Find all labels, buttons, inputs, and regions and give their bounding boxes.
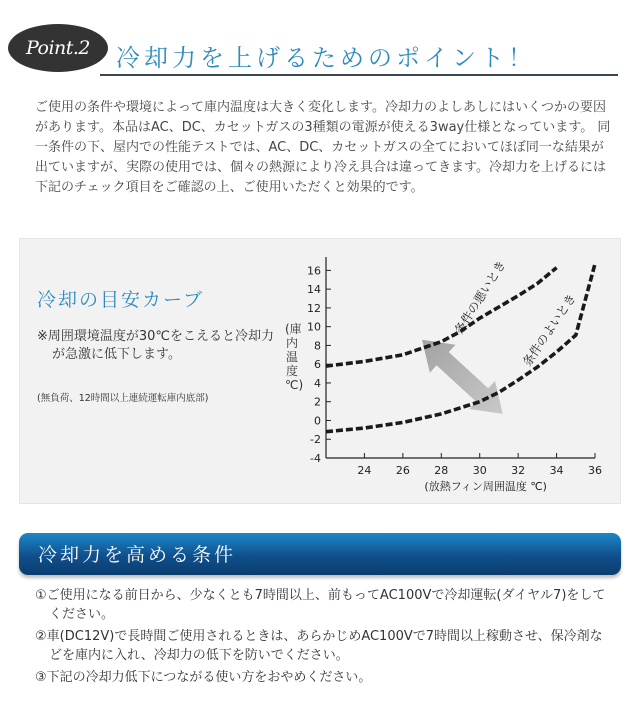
chart-note: ※周囲環境温度が30℃をこえると冷却力が急激に低下します。 — [37, 329, 275, 362]
title-underline — [100, 74, 618, 76]
series-label-bad: 条件の悪いとき — [451, 258, 509, 337]
y-tick-label: 0 — [314, 414, 321, 428]
x-tick-label: 26 — [395, 464, 410, 477]
point-badge: Point.2 — [8, 24, 108, 72]
x-tick-label: 36 — [588, 464, 602, 477]
y-axis-label: (庫内温度 ℃) — [285, 322, 304, 392]
x-axis-label: (放熱フィン周囲温度 ℃) — [424, 480, 547, 493]
condition-item-1: ①ご使用になる前日から、少なくとも7時間以上、前もってAC100Vで冷却運転(ダイヤル7)をしてください。 — [35, 588, 606, 622]
x-tick-label: 24 — [357, 464, 372, 477]
condition-item-2: ②車(DC12V)で長時間ご使用されるときは、あらかじめAC100Vで7時間以上稼動させ、保冷剤などを庫内に入れ、冷却力の低下を防いでください。 — [35, 629, 603, 663]
x-tick-label: 32 — [511, 464, 526, 477]
y-tick-label: 16 — [307, 264, 321, 278]
x-tick-label: 28 — [434, 464, 449, 477]
range-arrow — [422, 340, 503, 414]
series-label-good: 条件のよいとき — [520, 291, 579, 369]
y-tick-label: 8 — [314, 339, 321, 353]
series-line-2 — [326, 264, 595, 432]
x-tick-label: 34 — [549, 464, 564, 477]
y-tick-label: 2 — [314, 395, 321, 409]
chart-note-sub: (無負荷、12時間以上連続運転庫内底部) — [37, 393, 209, 404]
intro-paragraph: ご使用の条件や環境によって庫内温度は大きく変化します。冷却力のよしあしにはいくつかの要因があります。本品はAC、DC、カセットガスの3種類の電源が使える3way仕様となっています。 同一条件の下、屋内での性能テストでは、AC、DC、カセットガスの全てにおいてほぼ同一な結果が出ていますが、実際の使用では、個々の熱源により冷え具合は違ってきます。冷却力を上げるには下記のチェック項目をご確認の上、ご使用いただくと効果的です。 — [35, 100, 611, 195]
cooling-curve-chart — [290, 244, 610, 500]
y-tick-label: -2 — [310, 433, 321, 447]
section-title: 冷却力を上げるためのポイント！ — [116, 44, 536, 72]
chart-title: 冷却の目安カーブ — [37, 289, 205, 311]
y-tick-label: 10 — [307, 320, 321, 334]
y-tick-label: 14 — [307, 283, 321, 297]
point-header — [0, 0, 640, 90]
y-tick-label: 12 — [307, 301, 321, 315]
y-tick-label: 6 — [314, 358, 321, 372]
conditions-title: 冷却力を高める条件 — [38, 544, 237, 566]
condition-item-3: ③下記の冷却力低下につながる使い方をおやめください。 — [35, 670, 372, 685]
x-tick-label: 30 — [472, 464, 487, 477]
y-tick-label: 4 — [314, 376, 321, 390]
y-tick-label: -4 — [310, 452, 321, 465]
conditions-list — [35, 586, 615, 690]
